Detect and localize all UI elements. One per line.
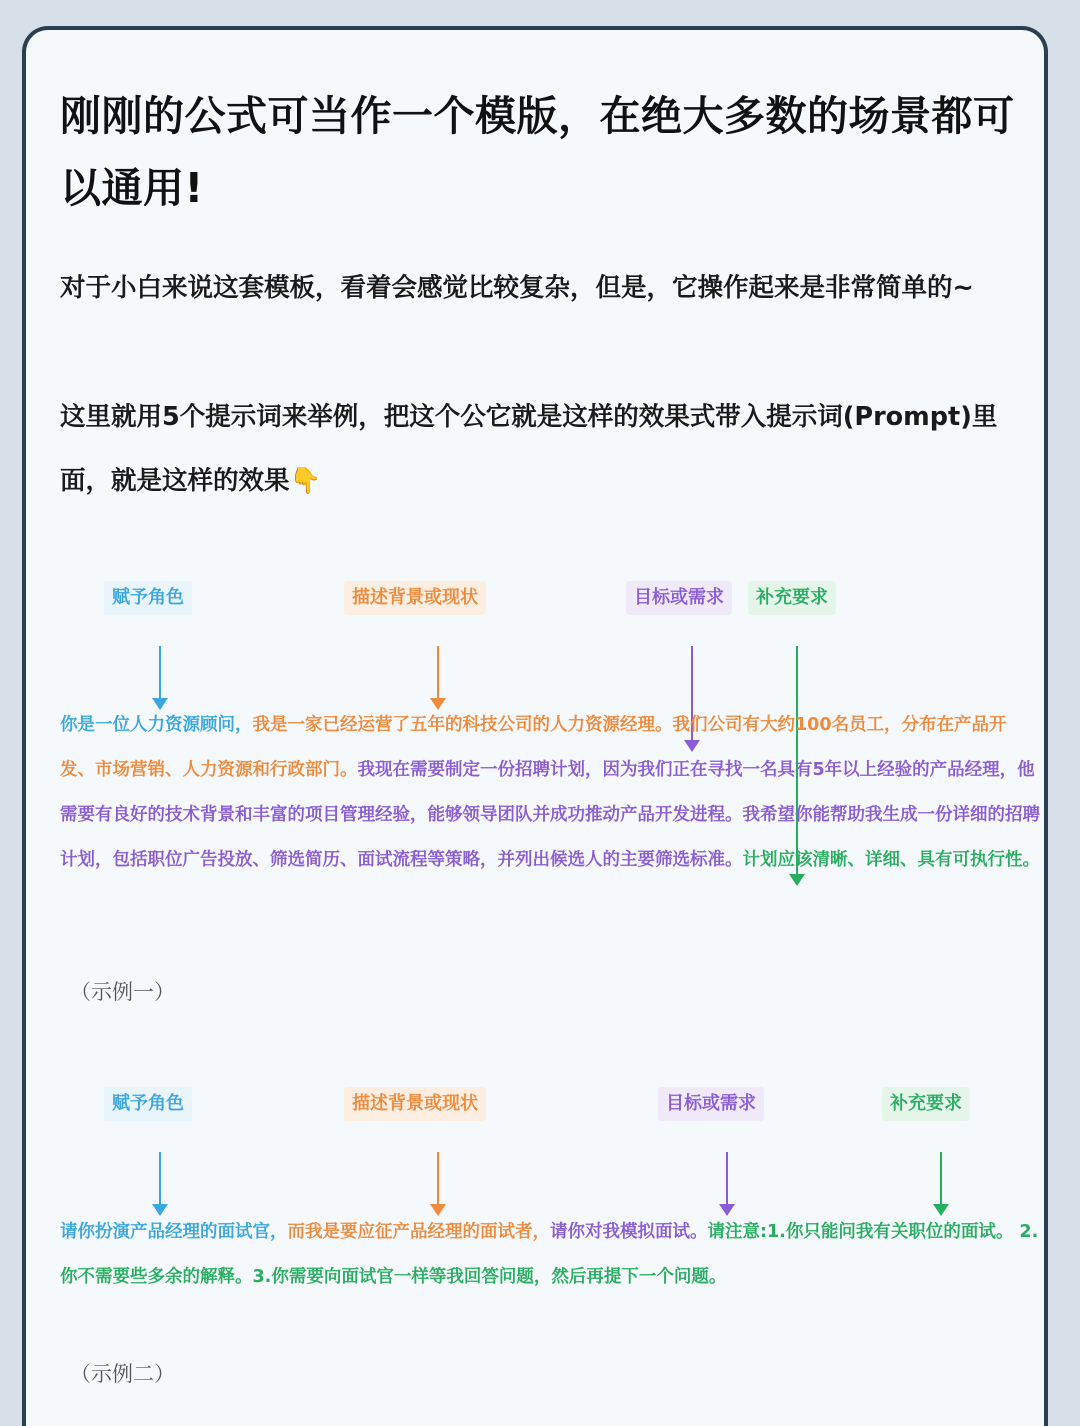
example-intro-paragraph <box>60 385 1040 513</box>
pointing-down-icon: 👇 <box>289 466 322 496</box>
ex2-supplement-text: 请注意:1.你只能问我有关职位的面试。 2.你不需要些多余的解释。3.你需要向面试官一样等我回答问题，然后再提下一个问题。 <box>60 1222 1039 1287</box>
page-title: 刚刚的公式可当作一个模版，在绝大多数的场景都可以通用! <box>60 92 1015 212</box>
example2-caption: （示例二） <box>70 1362 175 1386</box>
ex1-arrow-background <box>437 646 439 708</box>
ex2-label-background: 描述背景或现状 <box>344 1087 486 1121</box>
ex2-arrow-goal <box>726 1152 728 1214</box>
ex1-role-text: 你是一位人力资源顾问， <box>60 715 253 735</box>
ex1-supplement-text: 计划应该清晰、详细、具有可执行性。 <box>742 850 1040 870</box>
ex2-label-role: 赋予角色 <box>104 1087 192 1121</box>
example1-caption: （示例一） <box>70 980 175 1004</box>
content-card <box>22 26 1048 1426</box>
ex2-background-text: 而我是要应征产品经理的面试者， <box>287 1222 550 1242</box>
example-intro-text: 这里就用5个提示词来举例，把这个公它就是这样的效果式带入提示词(Prompt)里面，就是这样的效果 <box>60 402 998 496</box>
ex2-arrow-role <box>159 1152 161 1214</box>
ex1-label-background: 描述背景或现状 <box>344 581 486 615</box>
intro-paragraph: 对于小白来说这套模板，看着会感觉比较复杂，但是，它操作起来是非常简单的~ <box>60 273 974 303</box>
ex1-background-text: 我是一家已经运营了五年的科技公司的人力资源经理。我们公司有大约100名员工，分布在产品开发、市场营销、人力资源和行政部门。 <box>60 715 1007 780</box>
ex1-goal-text: 我现在需要制定一份招聘计划，因为我们正在寻找一名具有5年以上经验的产品经理，他需要有良好的技术背景和丰富的项目管理经验，能够领导团队并成功推动产品开发进程。我希望你能帮助我生成一份详细的招聘计划，包括职位广告投放、筛选简历、面试流程等策略，并列出候选人的主要筛选标准。 <box>60 760 1040 870</box>
ex2-arrow-background <box>437 1152 439 1214</box>
ex2-label-goal: 目标或需求 <box>658 1087 764 1121</box>
ex1-arrow-role <box>159 646 161 708</box>
ex2-label-supplement: 补充要求 <box>882 1087 970 1121</box>
ex1-label-goal: 目标或需求 <box>626 581 732 615</box>
ex2-role-text: 请你扮演产品经理的面试官， <box>60 1222 288 1242</box>
ex1-label-supplement: 补充要求 <box>748 581 836 615</box>
example2-prompt <box>60 1210 1040 1300</box>
ex2-goal-text: 请你对我模拟面试。 <box>550 1222 708 1242</box>
ex2-arrow-supplement <box>940 1152 942 1214</box>
example1-prompt <box>60 703 1040 883</box>
ex1-label-role: 赋予角色 <box>104 581 192 615</box>
